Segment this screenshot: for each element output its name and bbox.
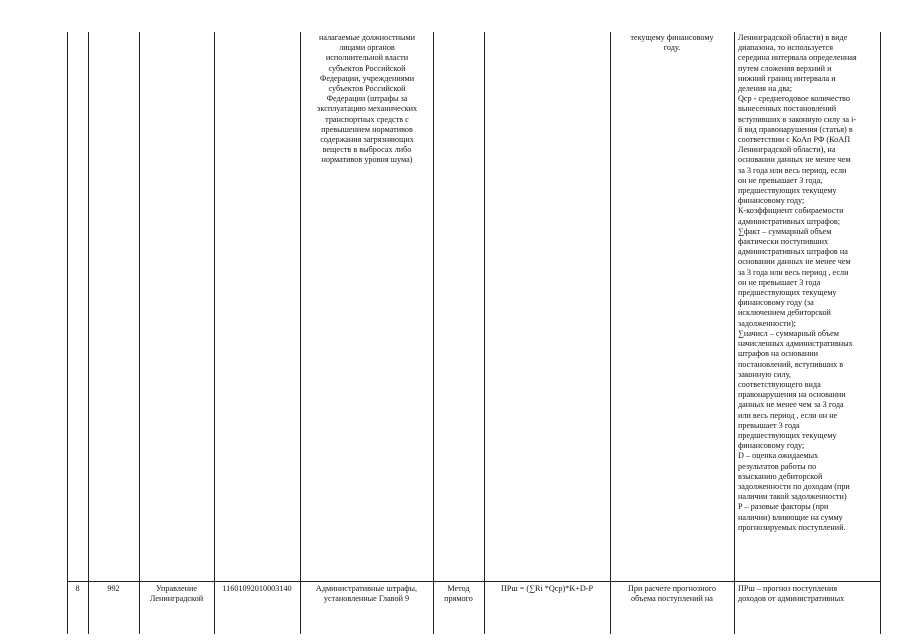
col-border-10 [880,32,881,634]
col-border-3 [139,32,140,634]
col-border-2 [88,32,89,634]
cell-formula: ПРш = (∑Ri *Qср)*K+D-P [500,584,594,593]
col-border-5 [300,32,301,634]
col-border-1 [67,32,68,634]
col-border-8 [610,32,611,634]
cell-top-calc-note: текущему финансовому году. [630,33,714,53]
cell-revenue-name: Административные штрафы, установленные Главой 9 [315,584,418,604]
row-border [67,581,881,582]
cell-admin-code: 992 [107,584,120,593]
col-border-6 [433,32,434,634]
cell-kbk-code: 11601092010003140 [222,584,292,593]
cell-formula-legend: ПРш – прогноз поступления доходов от административных [738,584,845,604]
cell-top-formula-legend: Ленинградской области) в виде диапазона, то используется середина интервала определенная путем сложения верхний и нижний границ интервала и деления на два; Qср - среднегодовое количество вынесенных постановлений вступивших в законную силу за i- й вид правонарушения (статья) в соответствии с КоАп РФ (КоАП Ленинградской области), на основании данных не менее чем за 3 года или весь период, если он не превышает 3 года, предшествующих текущему финансовому году; К-коэффициент собираемости административных штрафов; ∑факт – суммарный объем фактически поступивших административных штрафов на основании данных не менее чем за 3 года или весь период , если он не превышает 3 года предшествующих текущему финансовому году (за исключением дебиторской задолженности); ∑начисл – суммарный объем начисленных административных штрафов на основании постановлений, вступивших в законную силу, соответствующего вида правонарушения на основании данных не менее чем за 3 года или весь период , если он не превышает 3 года предшествующих текущему финансовому году; D – оценка ожидаемых результатов работы по взысканию дебиторской задолженности по доходам (при наличии такой задолженности) Р – разовые факторы (при наличии) влияющие на сумму прогнозируемых поступлений. [738,33,857,532]
cell-top-description: налагаемые должностными лицами органов исполнительной власти субъектов Российской Федерации, учреждениями субъектов Российской Федерации (штрафы за эксплуатацию механических транспортных средств с превышением нормативов содержания загрязняющих веществ в выбросах либо нормативов уровня шума) [316,33,418,165]
cell-calc-note: При расчете прогнозного объема поступлений на [627,584,716,604]
cell-row-number: 8 [75,584,80,593]
col-border-9 [734,32,735,634]
col-border-7 [484,32,485,634]
col-border-4 [214,32,215,634]
cell-method: Метод прямого [444,584,473,604]
cell-administrator: Управление Ленинградской [149,584,204,604]
